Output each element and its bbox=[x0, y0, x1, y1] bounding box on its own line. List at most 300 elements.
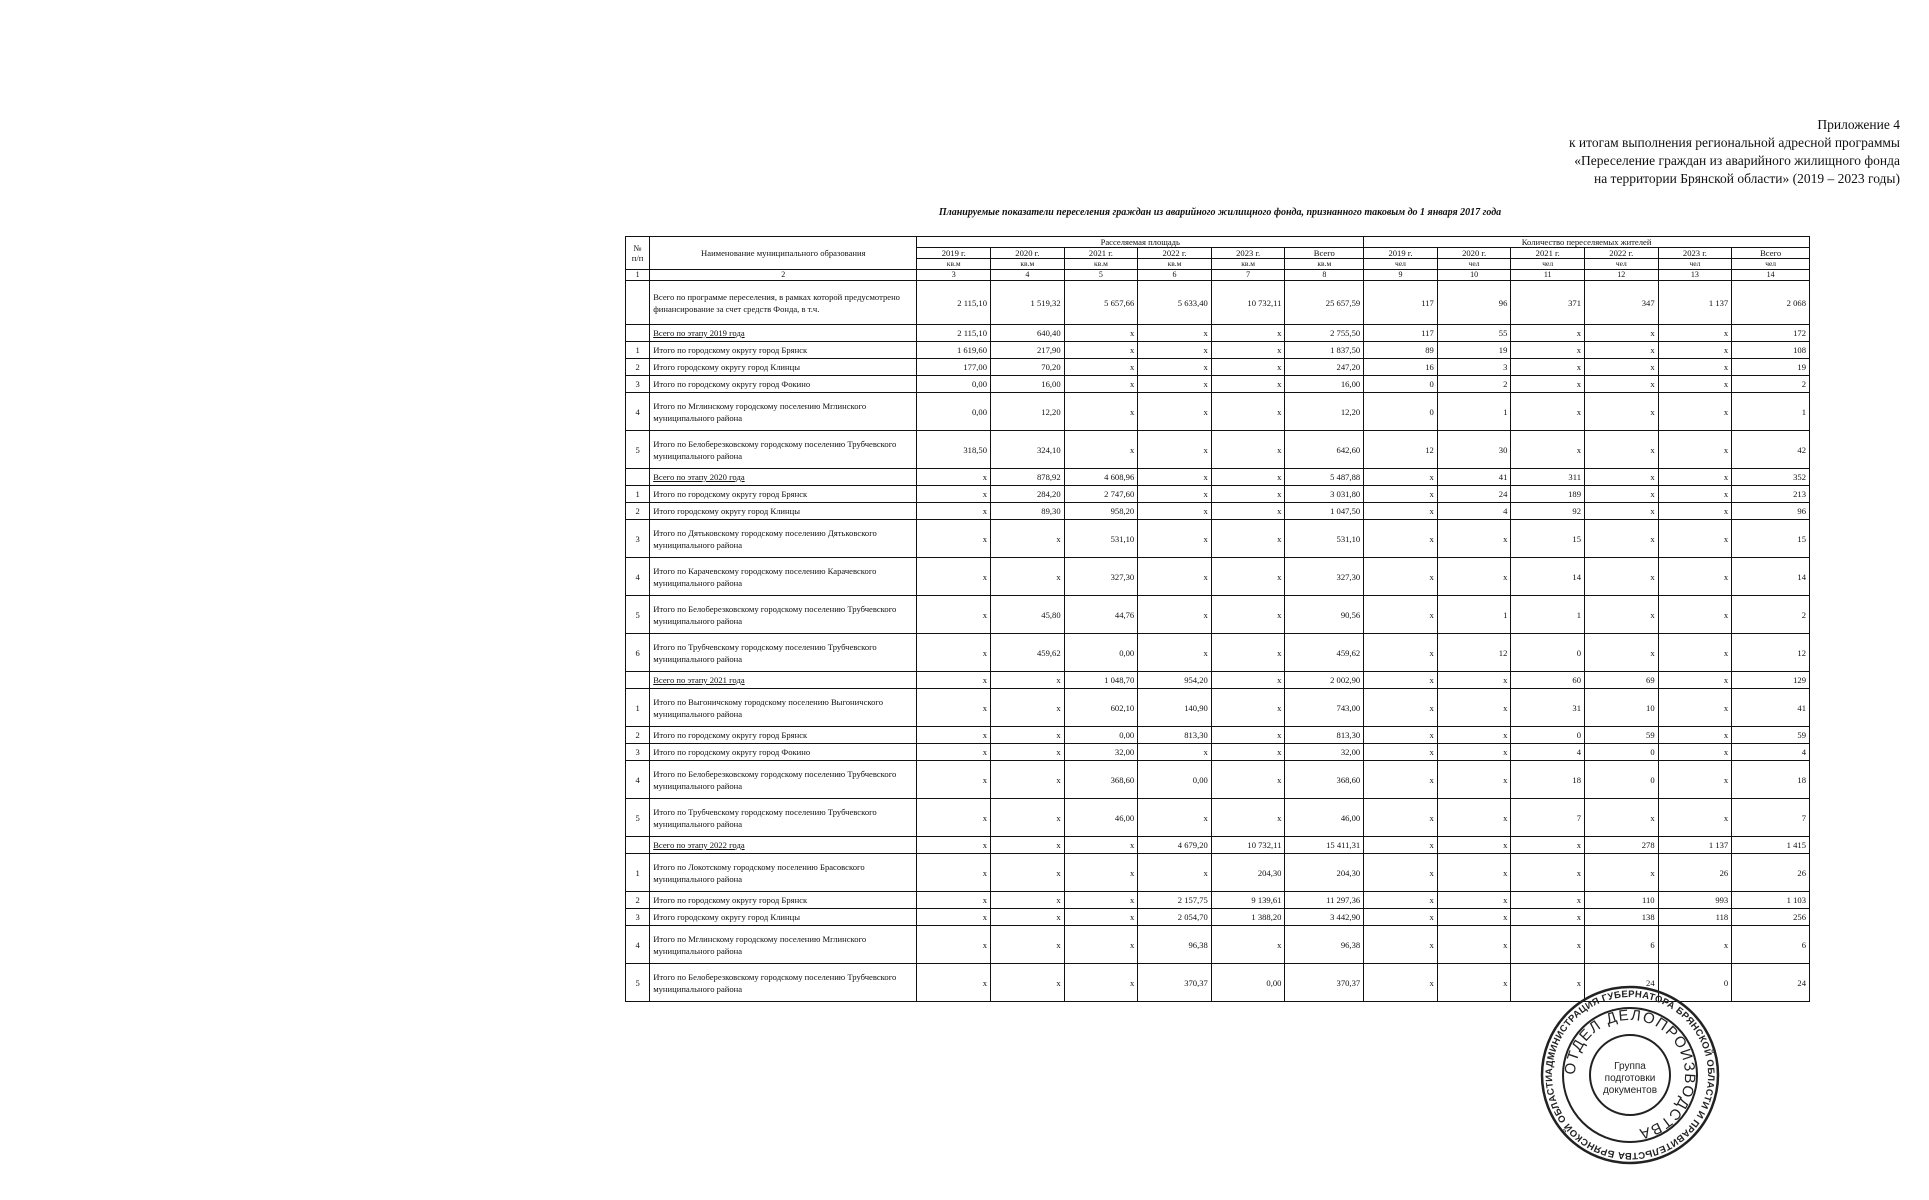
table-title: Планируемые показатели переселения граждан из аварийного жилищного фонда, признанного таковым до 1 января 2017 года bbox=[938, 207, 1502, 218]
cell-people: 311 bbox=[1511, 469, 1585, 486]
cell-people: x bbox=[1658, 727, 1732, 744]
cell-area: x bbox=[991, 672, 1065, 689]
col-index: 1 bbox=[626, 270, 650, 281]
row-number: 3 bbox=[626, 376, 650, 393]
cell-people: 24 bbox=[1437, 486, 1511, 503]
stamp-center-line: документов bbox=[1602, 1085, 1658, 1096]
row-municipality-name: Итого по Белоберезковскому городскому поселению Трубчевского муниципального района bbox=[650, 431, 917, 469]
unit-area: кв.м bbox=[917, 259, 991, 270]
cell-people: x bbox=[1364, 596, 1438, 634]
cell-people: 59 bbox=[1585, 727, 1659, 744]
cell-area: x bbox=[1211, 634, 1285, 672]
cell-area: 2 747,60 bbox=[1064, 486, 1138, 503]
row-number: 2 bbox=[626, 503, 650, 520]
cell-people: x bbox=[1585, 325, 1659, 342]
cell-area: 459,62 bbox=[1285, 634, 1364, 672]
table-row bbox=[626, 854, 1810, 892]
col-index: 8 bbox=[1285, 270, 1364, 281]
cell-area: 878,92 bbox=[991, 469, 1065, 486]
cell-area: x bbox=[991, 854, 1065, 892]
row-number: 1 bbox=[626, 342, 650, 359]
col-header-year: 2023 г. bbox=[1658, 248, 1732, 259]
row-municipality-name: Итого городскому округу город Клинцы bbox=[650, 503, 917, 520]
cell-area: 16,00 bbox=[1285, 376, 1364, 393]
cell-area: 5 657,66 bbox=[1064, 281, 1138, 325]
table-row bbox=[626, 596, 1810, 634]
cell-area: x bbox=[991, 799, 1065, 837]
unit-area: кв.м bbox=[1211, 259, 1285, 270]
cell-area: x bbox=[1064, 393, 1138, 431]
cell-area: 15 411,31 bbox=[1285, 837, 1364, 854]
cell-area: x bbox=[1138, 854, 1212, 892]
cell-people: 12 bbox=[1364, 431, 1438, 469]
row-municipality-name: Итого по Выгоничскому городскому поселению Выгоничского муниципального района bbox=[650, 689, 917, 727]
unit-area: кв.м bbox=[1285, 259, 1364, 270]
row-number bbox=[626, 469, 650, 486]
cell-area: x bbox=[1211, 325, 1285, 342]
cell-people: x bbox=[1658, 376, 1732, 393]
cell-people: x bbox=[1585, 469, 1659, 486]
cell-people: 24 bbox=[1585, 964, 1659, 1002]
cell-area: x bbox=[1064, 376, 1138, 393]
cell-people: x bbox=[1658, 634, 1732, 672]
cell-people: 1 103 bbox=[1732, 892, 1810, 909]
cell-area: 284,20 bbox=[991, 486, 1065, 503]
program-total-row bbox=[626, 281, 1810, 325]
cell-people: 96 bbox=[1437, 281, 1511, 325]
cell-area: x bbox=[1064, 892, 1138, 909]
cell-area: 531,10 bbox=[1064, 520, 1138, 558]
unit-people: чел bbox=[1732, 259, 1810, 270]
col-index: 13 bbox=[1658, 270, 1732, 281]
row-number: 3 bbox=[626, 909, 650, 926]
cell-area: x bbox=[917, 892, 991, 909]
cell-area: x bbox=[1211, 359, 1285, 376]
cell-area: x bbox=[1211, 503, 1285, 520]
cell-people: x bbox=[1364, 727, 1438, 744]
cell-people: 30 bbox=[1437, 431, 1511, 469]
cell-area: 140,90 bbox=[1138, 689, 1212, 727]
cell-area: 204,30 bbox=[1285, 854, 1364, 892]
appendix-line: на территории Брянской области» (2019 – 2023 годы) bbox=[1593, 171, 1900, 186]
unit-people: чел bbox=[1364, 259, 1438, 270]
cell-area: 46,00 bbox=[1285, 799, 1364, 837]
col-header-year: 2021 г. bbox=[1064, 248, 1138, 259]
col-index: 6 bbox=[1138, 270, 1212, 281]
cell-area: x bbox=[917, 926, 991, 964]
row-municipality-name: Итого по Белоберезковскому городскому поселению Трубчевского муниципального района bbox=[650, 596, 917, 634]
cell-people: x bbox=[1585, 799, 1659, 837]
cell-people: x bbox=[1585, 596, 1659, 634]
row-number: 5 bbox=[626, 596, 650, 634]
cell-area: x bbox=[917, 558, 991, 596]
cell-area: x bbox=[1211, 342, 1285, 359]
cell-people: x bbox=[1364, 744, 1438, 761]
cell-area: x bbox=[1138, 744, 1212, 761]
cell-area: 2 157,75 bbox=[1138, 892, 1212, 909]
cell-people: 2 bbox=[1732, 596, 1810, 634]
cell-area: x bbox=[991, 892, 1065, 909]
cell-area: 318,50 bbox=[917, 431, 991, 469]
col-index: 12 bbox=[1585, 270, 1659, 281]
cell-area: x bbox=[1064, 926, 1138, 964]
office-stamp bbox=[1540, 985, 1720, 1165]
table-row bbox=[626, 727, 1810, 744]
row-number: 4 bbox=[626, 761, 650, 799]
cell-people: x bbox=[1437, 799, 1511, 837]
cell-area: x bbox=[1064, 359, 1138, 376]
cell-area: 0,00 bbox=[917, 393, 991, 431]
cell-people: 15 bbox=[1511, 520, 1585, 558]
row-number: 5 bbox=[626, 799, 650, 837]
cell-area: x bbox=[917, 672, 991, 689]
cell-area: x bbox=[991, 909, 1065, 926]
cell-area: 1 388,20 bbox=[1211, 909, 1285, 926]
table-row bbox=[626, 689, 1810, 727]
col-group-people: Количество переселяемых жителей bbox=[1364, 237, 1810, 248]
cell-people: 352 bbox=[1732, 469, 1810, 486]
cell-people: 18 bbox=[1511, 761, 1585, 799]
cell-people: x bbox=[1585, 486, 1659, 503]
cell-people: x bbox=[1585, 634, 1659, 672]
cell-people: x bbox=[1364, 892, 1438, 909]
cell-area: x bbox=[1138, 376, 1212, 393]
cell-people: 12 bbox=[1732, 634, 1810, 672]
cell-people: 10 bbox=[1585, 689, 1659, 727]
row-number: 3 bbox=[626, 520, 650, 558]
cell-area: 9 139,61 bbox=[1211, 892, 1285, 909]
cell-people: x bbox=[1585, 431, 1659, 469]
cell-people: 108 bbox=[1732, 342, 1810, 359]
cell-people: 1 137 bbox=[1658, 837, 1732, 854]
cell-area: 368,60 bbox=[1064, 761, 1138, 799]
header-row-column-indexes bbox=[626, 270, 1810, 281]
stamp-center-line: подготовки bbox=[1604, 1073, 1656, 1084]
cell-people: 117 bbox=[1364, 281, 1438, 325]
cell-people: 117 bbox=[1364, 325, 1438, 342]
row-municipality-name: Итого по Трубчевскому городскому поселению Трубчевского муниципального района bbox=[650, 634, 917, 672]
cell-area: 2 054,70 bbox=[1138, 909, 1212, 926]
cell-area: 247,20 bbox=[1285, 359, 1364, 376]
cell-people: x bbox=[1511, 376, 1585, 393]
cell-area: 2 115,10 bbox=[917, 325, 991, 342]
row-number: 4 bbox=[626, 926, 650, 964]
cell-area: x bbox=[917, 469, 991, 486]
table-row bbox=[626, 393, 1810, 431]
unit-people: чел bbox=[1585, 259, 1659, 270]
cell-people: 1 bbox=[1511, 596, 1585, 634]
cell-people: 0 bbox=[1585, 761, 1659, 799]
col-header-year: 2021 г. bbox=[1511, 248, 1585, 259]
cell-people: 4 bbox=[1732, 744, 1810, 761]
cell-area: 2 115,10 bbox=[917, 281, 991, 325]
cell-people: x bbox=[1658, 503, 1732, 520]
cell-area: x bbox=[917, 634, 991, 672]
cell-people: x bbox=[1658, 393, 1732, 431]
cell-area: 12,20 bbox=[991, 393, 1065, 431]
cell-people: 7 bbox=[1732, 799, 1810, 837]
col-index: 3 bbox=[917, 270, 991, 281]
cell-people: x bbox=[1364, 909, 1438, 926]
cell-people: 256 bbox=[1732, 909, 1810, 926]
cell-area: x bbox=[1211, 376, 1285, 393]
stamp-outer-text: АДМИНИСТРАЦИЯ ГУБЕРНАТОРА БРЯНСКОЙ ОБЛАСТИ И ПРАВИТЕЛЬСТВА БРЯНСКОЙ ОБЛАСТИ bbox=[1543, 988, 1717, 1162]
cell-area: x bbox=[917, 909, 991, 926]
row-number: 5 bbox=[626, 964, 650, 1002]
cell-area: 4 608,96 bbox=[1064, 469, 1138, 486]
cell-area: 327,30 bbox=[1064, 558, 1138, 596]
cell-people: 2 068 bbox=[1732, 281, 1810, 325]
cell-area: 1 047,50 bbox=[1285, 503, 1364, 520]
cell-people: 69 bbox=[1585, 672, 1659, 689]
unit-people: чел bbox=[1658, 259, 1732, 270]
col-header-year: 2019 г. bbox=[1364, 248, 1438, 259]
cell-people: x bbox=[1658, 596, 1732, 634]
cell-people: 26 bbox=[1732, 854, 1810, 892]
unit-area: кв.м bbox=[991, 259, 1065, 270]
col-index: 7 bbox=[1211, 270, 1285, 281]
cell-people: x bbox=[1364, 837, 1438, 854]
cell-people: 26 bbox=[1658, 854, 1732, 892]
cell-people: 89 bbox=[1364, 342, 1438, 359]
cell-area: 12,20 bbox=[1285, 393, 1364, 431]
table-row bbox=[626, 909, 1810, 926]
cell-area: 743,00 bbox=[1285, 689, 1364, 727]
cell-area: x bbox=[991, 761, 1065, 799]
col-index: 11 bbox=[1511, 270, 1585, 281]
row-number: 6 bbox=[626, 634, 650, 672]
cell-people: 24 bbox=[1732, 964, 1810, 1002]
cell-people: x bbox=[1364, 486, 1438, 503]
cell-area: 370,37 bbox=[1285, 964, 1364, 1002]
col-header-year: 2019 г. bbox=[917, 248, 991, 259]
cell-people: x bbox=[1364, 799, 1438, 837]
cell-area: x bbox=[1138, 469, 1212, 486]
row-number: 2 bbox=[626, 892, 650, 909]
cell-people: x bbox=[1658, 359, 1732, 376]
unit-people: чел bbox=[1511, 259, 1585, 270]
cell-people: x bbox=[1364, 761, 1438, 799]
cell-people: x bbox=[1364, 558, 1438, 596]
cell-area: x bbox=[1211, 926, 1285, 964]
cell-area: 5 633,40 bbox=[1138, 281, 1212, 325]
table-row bbox=[626, 431, 1810, 469]
cell-people: 138 bbox=[1585, 909, 1659, 926]
cell-people: x bbox=[1658, 799, 1732, 837]
row-number bbox=[626, 325, 650, 342]
cell-area: x bbox=[1138, 431, 1212, 469]
header-row-groups bbox=[626, 237, 1810, 248]
stamp-mid-text: ОТДЕЛ ДЕЛОПРОИЗВОДСТВА bbox=[1561, 1006, 1699, 1143]
row-number: 1 bbox=[626, 486, 650, 503]
cell-area: x bbox=[917, 596, 991, 634]
cell-area: 32,00 bbox=[1064, 744, 1138, 761]
cell-area: x bbox=[1064, 325, 1138, 342]
cell-people: x bbox=[1437, 744, 1511, 761]
table-row bbox=[626, 892, 1810, 909]
cell-area: 10 732,11 bbox=[1211, 281, 1285, 325]
cell-people: 31 bbox=[1511, 689, 1585, 727]
col-header-year: 2022 г. bbox=[1585, 248, 1659, 259]
cell-area: x bbox=[917, 520, 991, 558]
cell-people: x bbox=[1437, 520, 1511, 558]
cell-area: 2 002,90 bbox=[1285, 672, 1364, 689]
cell-area: x bbox=[991, 964, 1065, 1002]
table-row bbox=[626, 376, 1810, 393]
cell-people: x bbox=[1585, 359, 1659, 376]
cell-area: 1 048,70 bbox=[1064, 672, 1138, 689]
cell-area: x bbox=[991, 926, 1065, 964]
cell-area: x bbox=[917, 503, 991, 520]
cell-people: x bbox=[1437, 727, 1511, 744]
cell-people: 993 bbox=[1658, 892, 1732, 909]
row-number bbox=[626, 281, 650, 325]
row-municipality-name: Итого по городскому округу город Брянск bbox=[650, 486, 917, 503]
cell-people: x bbox=[1437, 558, 1511, 596]
cell-area: x bbox=[991, 744, 1065, 761]
cell-people: x bbox=[1585, 854, 1659, 892]
cell-area: 1 519,32 bbox=[991, 281, 1065, 325]
row-municipality-name: Всего по этапу 2021 года bbox=[650, 672, 917, 689]
cell-area: x bbox=[1138, 486, 1212, 503]
cell-area: x bbox=[1211, 799, 1285, 837]
cell-people: 0 bbox=[1511, 727, 1585, 744]
cell-people: x bbox=[1511, 854, 1585, 892]
cell-area: 11 297,36 bbox=[1285, 892, 1364, 909]
cell-area: 642,60 bbox=[1285, 431, 1364, 469]
cell-people: x bbox=[1364, 634, 1438, 672]
table-row bbox=[626, 342, 1810, 359]
cell-area: x bbox=[1064, 854, 1138, 892]
cell-area: 89,30 bbox=[991, 503, 1065, 520]
cell-area: x bbox=[991, 727, 1065, 744]
cell-people: 0 bbox=[1585, 744, 1659, 761]
cell-area: x bbox=[917, 727, 991, 744]
cell-area: x bbox=[917, 744, 991, 761]
col-header-number: № п/п bbox=[626, 237, 650, 270]
table-row bbox=[626, 799, 1810, 837]
cell-area: 531,10 bbox=[1285, 520, 1364, 558]
row-number: 2 bbox=[626, 359, 650, 376]
cell-people: x bbox=[1585, 393, 1659, 431]
stamp-center-line: Группа bbox=[1614, 1061, 1646, 1072]
resettlement-table-container bbox=[625, 236, 1810, 1002]
table-row bbox=[626, 359, 1810, 376]
cell-people: x bbox=[1511, 892, 1585, 909]
cell-area: 0,00 bbox=[1064, 727, 1138, 744]
cell-area: 25 657,59 bbox=[1285, 281, 1364, 325]
cell-people: 55 bbox=[1437, 325, 1511, 342]
cell-people: x bbox=[1511, 359, 1585, 376]
cell-area: x bbox=[1064, 964, 1138, 1002]
cell-people: x bbox=[1511, 909, 1585, 926]
cell-people: 347 bbox=[1585, 281, 1659, 325]
row-number: 4 bbox=[626, 393, 650, 431]
row-number: 1 bbox=[626, 689, 650, 727]
col-group-area: Расселяемая площадь bbox=[917, 237, 1364, 248]
cell-people: x bbox=[1658, 926, 1732, 964]
col-index: 5 bbox=[1064, 270, 1138, 281]
cell-area: 3 442,90 bbox=[1285, 909, 1364, 926]
cell-people: 16 bbox=[1364, 359, 1438, 376]
cell-area: x bbox=[991, 558, 1065, 596]
cell-area: 90,56 bbox=[1285, 596, 1364, 634]
cell-people: x bbox=[1658, 558, 1732, 596]
row-number: 3 bbox=[626, 744, 650, 761]
cell-area: x bbox=[1211, 558, 1285, 596]
row-municipality-name: Итого по городскому округу город Брянск bbox=[650, 892, 917, 909]
cell-area: 954,20 bbox=[1138, 672, 1212, 689]
cell-area: x bbox=[917, 486, 991, 503]
cell-area: 2 755,50 bbox=[1285, 325, 1364, 342]
cell-area: x bbox=[1064, 342, 1138, 359]
cell-area: 46,00 bbox=[1064, 799, 1138, 837]
appendix-number: Приложение 4 bbox=[1817, 117, 1900, 132]
cell-people: 129 bbox=[1732, 672, 1810, 689]
cell-area: x bbox=[1211, 744, 1285, 761]
cell-people: x bbox=[1658, 431, 1732, 469]
table-row bbox=[626, 558, 1810, 596]
cell-people: 6 bbox=[1732, 926, 1810, 964]
cell-people: 118 bbox=[1658, 909, 1732, 926]
row-number: 5 bbox=[626, 431, 650, 469]
col-index: 2 bbox=[650, 270, 917, 281]
appendix-header bbox=[1480, 116, 1900, 188]
cell-people: 42 bbox=[1732, 431, 1810, 469]
cell-people: x bbox=[1511, 342, 1585, 359]
cell-people: x bbox=[1437, 909, 1511, 926]
cell-people: x bbox=[1511, 837, 1585, 854]
cell-people: 60 bbox=[1511, 672, 1585, 689]
row-municipality-name: Итого по Мглинскому городскому поселению Мглинского муниципального района bbox=[650, 926, 917, 964]
cell-area: x bbox=[917, 689, 991, 727]
cell-area: x bbox=[1211, 727, 1285, 744]
col-header-year: 2022 г. bbox=[1138, 248, 1212, 259]
cell-area: 70,20 bbox=[991, 359, 1065, 376]
cell-area: x bbox=[1064, 837, 1138, 854]
cell-area: 0,00 bbox=[1211, 964, 1285, 1002]
row-municipality-name: Итого по городскому округу город Брянск bbox=[650, 342, 917, 359]
cell-people: x bbox=[1585, 503, 1659, 520]
cell-people: x bbox=[1658, 486, 1732, 503]
table-row bbox=[626, 634, 1810, 672]
cell-area: x bbox=[1138, 596, 1212, 634]
cell-people: x bbox=[1437, 761, 1511, 799]
unit-area: кв.м bbox=[1064, 259, 1138, 270]
row-municipality-name: Итого по Карачевскому городскому поселению Карачевского муниципального района bbox=[650, 558, 917, 596]
cell-people: 2 bbox=[1732, 376, 1810, 393]
cell-area: 958,20 bbox=[1064, 503, 1138, 520]
cell-area: x bbox=[1138, 393, 1212, 431]
row-municipality-name: Итого по городскому округу город Фокино bbox=[650, 376, 917, 393]
unit-area: кв.м bbox=[1138, 259, 1212, 270]
stage-subtotal-row bbox=[626, 672, 1810, 689]
cell-area: 16,00 bbox=[991, 376, 1065, 393]
table-row bbox=[626, 503, 1810, 520]
cell-area: x bbox=[1138, 503, 1212, 520]
cell-area: 44,76 bbox=[1064, 596, 1138, 634]
col-header-year: 2020 г. bbox=[1437, 248, 1511, 259]
cell-area: x bbox=[917, 964, 991, 1002]
cell-area: 32,00 bbox=[1285, 744, 1364, 761]
cell-area: 0,00 bbox=[1138, 761, 1212, 799]
col-header-total: Всего bbox=[1732, 248, 1810, 259]
cell-people: x bbox=[1364, 469, 1438, 486]
cell-area: 327,30 bbox=[1285, 558, 1364, 596]
col-index: 14 bbox=[1732, 270, 1810, 281]
cell-area: x bbox=[1211, 596, 1285, 634]
col-index: 9 bbox=[1364, 270, 1438, 281]
